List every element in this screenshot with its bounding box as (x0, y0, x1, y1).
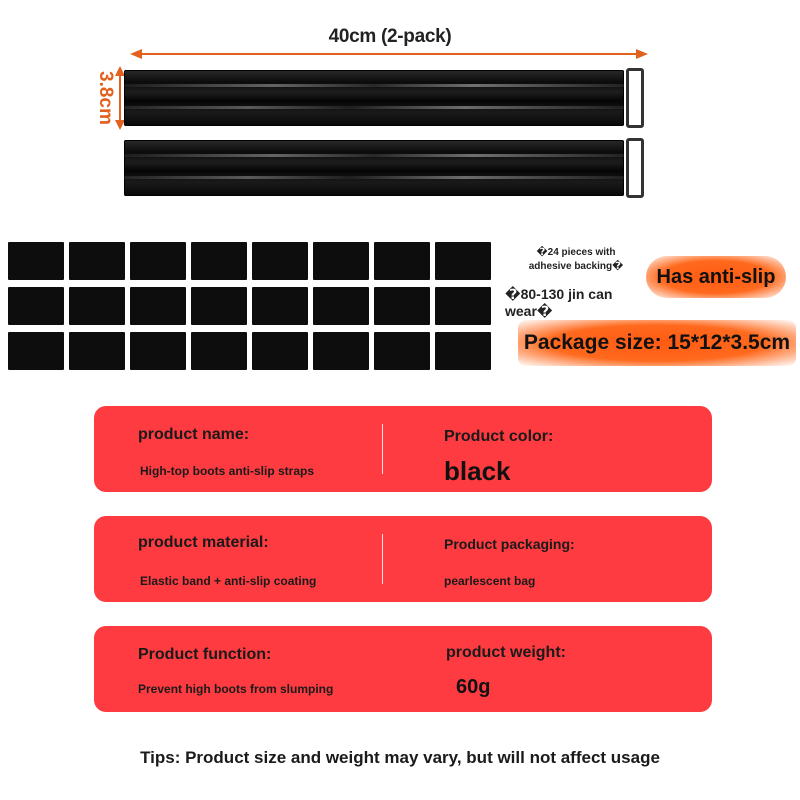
pad (252, 242, 308, 280)
pad (374, 332, 430, 370)
pad (130, 332, 186, 370)
pad (69, 332, 125, 370)
pad (252, 332, 308, 370)
product-function-label: Product function: (138, 646, 272, 663)
pad (374, 242, 430, 280)
adhesive-pads-grid (8, 242, 496, 372)
product-packaging-label: Product packaging: (444, 536, 575, 552)
width-label: 3.8cm (95, 71, 116, 125)
pieces-note: �24 pieces with adhesive backing� (528, 247, 624, 272)
anti-slip-badge (646, 256, 786, 298)
pad (435, 242, 491, 280)
pad (69, 287, 125, 325)
product-material-value: Elastic band + anti-slip coating (140, 574, 317, 588)
pad (313, 242, 369, 280)
pad (313, 287, 369, 325)
anti-slip-text: Has anti-slip (656, 265, 776, 288)
product-weight-value: 60g (456, 676, 491, 698)
length-label: 40cm (2-pack) (328, 26, 452, 47)
pad (130, 287, 186, 325)
pad (313, 332, 369, 370)
pad (435, 332, 491, 370)
package-size-badge (518, 320, 796, 366)
pad (69, 242, 125, 280)
weight-note: �80-130 jin can wear� (505, 286, 613, 319)
strap-buckle-1 (626, 68, 644, 128)
product-packaging-value: pearlescent bag (444, 574, 536, 588)
pad (130, 242, 186, 280)
card-divider (382, 424, 383, 474)
package-size-text: Package size: 15*12*3.5cm (523, 331, 791, 354)
tips-note: Tips: Product size and weight may vary, but will not affect usage (140, 748, 660, 767)
strap-image-1 (124, 70, 624, 126)
pad (191, 242, 247, 280)
product-weight-label: product weight: (446, 644, 566, 661)
product-name-value: High-top boots anti-slip straps (140, 464, 314, 478)
card-divider (382, 534, 383, 584)
product-color-label: Product color: (444, 428, 554, 445)
product-color-value: black (444, 456, 511, 486)
pad (8, 242, 64, 280)
product-info-card-2 (94, 516, 712, 602)
product-name-label: product name: (138, 426, 250, 443)
pad (8, 332, 64, 370)
strap-image-2 (124, 140, 624, 196)
product-info-card-3 (94, 626, 712, 712)
pad (191, 287, 247, 325)
pad (191, 332, 247, 370)
product-function-value: Prevent high boots from slumping (138, 682, 334, 696)
pad (8, 287, 64, 325)
pad (435, 287, 491, 325)
pad (252, 287, 308, 325)
product-info-card-1 (94, 406, 712, 492)
pad (374, 287, 430, 325)
strap-buckle-2 (626, 138, 644, 198)
product-material-label: product material: (138, 534, 269, 551)
